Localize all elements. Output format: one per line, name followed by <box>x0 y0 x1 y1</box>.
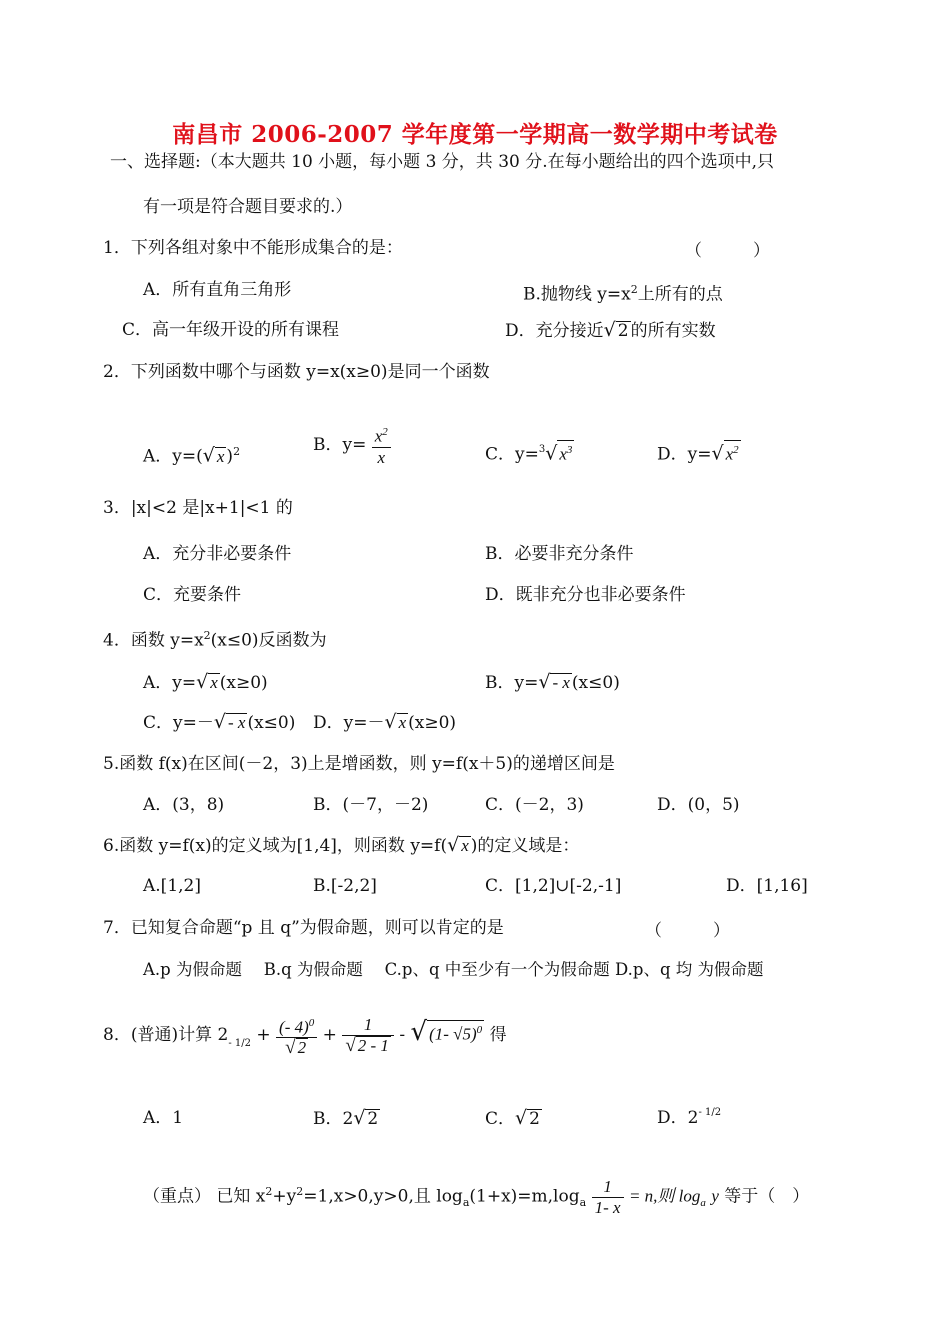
q4-option-a: A．y=√ x (x≥0) <box>143 671 268 693</box>
q5-stem: 5.函数 f(x)在区间(－2，3)上是增函数，则 y=f(x＋5)的递增区间是 <box>103 754 615 774</box>
q4-option-c: C．y=－√ - x (x≤0) <box>143 711 296 733</box>
q3-stem: 3．|x|<2 是|x+1|<1 的 <box>103 498 293 518</box>
q2-option-b: B．y= $\frac{x^2}{x}$ <box>313 422 391 468</box>
q8-option-b: B．2√ 2 <box>313 1107 379 1129</box>
q7-stem: 7．已知复合命题“p 且 q”为假命题，则可以肯定的是 <box>103 918 504 938</box>
q1-stem: 1．下列各组对象中不能形成集合的是： <box>103 238 403 258</box>
q6-option-b: B.[-2,2] <box>313 876 377 896</box>
q5-option-d: D．(0，5) <box>657 795 740 815</box>
q4-option-b: B．y=√ - x (x≤0) <box>485 671 620 693</box>
q9-stem: （重点） 已知 $x^2+y^2=1,x>0,y>0$,且 $\log_a(1+x)=m,\log_a$ $\frac{1}{1- x}$ = n,则 $\log_a y$ 等于（ ） <box>143 1176 810 1217</box>
q1-option-d: D．充分接近√ 2 的所有实数 <box>505 319 716 341</box>
q7-answer-bracket: （ ） <box>645 921 730 941</box>
q5-option-c: C．(－2，3) <box>485 795 584 815</box>
q5-option-b: B．(－7，－2) <box>313 795 429 815</box>
q3-option-a: A．充分非必要条件 <box>143 544 292 564</box>
q6-option-c: C．[1,2]∪[-2,-1] <box>485 876 622 896</box>
q3-option-b: B．必要非充分条件 <box>485 544 634 564</box>
section-instruction-line2: 有一项是符合题目要求的.） <box>143 197 353 217</box>
q2-option-c: C．y=$^3$√ $x^3$ <box>485 440 574 470</box>
exam-title: 南昌市 2006-2007 学年度第一学期高一数学期中考试卷 <box>172 121 778 148</box>
q3-option-d: D．既非充分也非必要条件 <box>485 585 686 605</box>
q7-options: A.p 为假命题 B.q 为假命题 C.p、q 中至少有一个为假命题 D.p、q 均 为假命题 <box>143 960 764 979</box>
q8-option-d: D．$2^{- 1/2}$ <box>657 1107 722 1128</box>
q1-option-c: C．高一年级开设的所有课程 <box>122 320 340 340</box>
q5-option-a: A．(3，8) <box>143 795 225 815</box>
q1-option-b: B.抛物线 $y=x^2$上所有的点 <box>523 283 723 305</box>
q2-option-a: A．y=(√ x )$^2$ <box>143 444 241 467</box>
q2-option-d: D．y=√ $x^2$ <box>657 440 741 467</box>
q3-option-c: C．充要条件 <box>143 585 242 605</box>
q8-option-a: A．1 <box>143 1108 184 1128</box>
q6-stem: 6.函数 y=f(x)的定义域为[1,4]，则函数 y=f(√ x )的定义域是： <box>103 834 580 856</box>
q1-option-a: A．所有直角三角形 <box>143 280 292 300</box>
q4-stem: 4．函数 $y=x^2(x\le 0)$反函数为 <box>103 629 327 651</box>
q2-stem: 2．下列函数中哪个与函数 y=x(x≥0)是同一个函数 <box>103 362 490 382</box>
q6-option-d: D．[1,16] <box>726 876 808 896</box>
section-instruction-line1: 一、选择题:（本大题共 10 小题，每小题 3 分，共 30 分.在每小题给出的四个选项中,只 <box>110 152 775 172</box>
q6-option-a: A.[1,2] <box>143 876 201 896</box>
q8-option-c: C．√ 2 <box>485 1107 540 1129</box>
q4-option-d: D．y=－√ x (x≥0) <box>313 711 457 733</box>
q8-stem: 8．(普通)计算 $2_{- 1/2}$ + $\frac{(- 4)^0}{√ 2}$ + $\frac{1}{√ 2 - 1}$ - √ (1- √5)$^0$ 得 <box>103 1010 507 1060</box>
q1-answer-bracket: （ ） <box>685 241 770 261</box>
